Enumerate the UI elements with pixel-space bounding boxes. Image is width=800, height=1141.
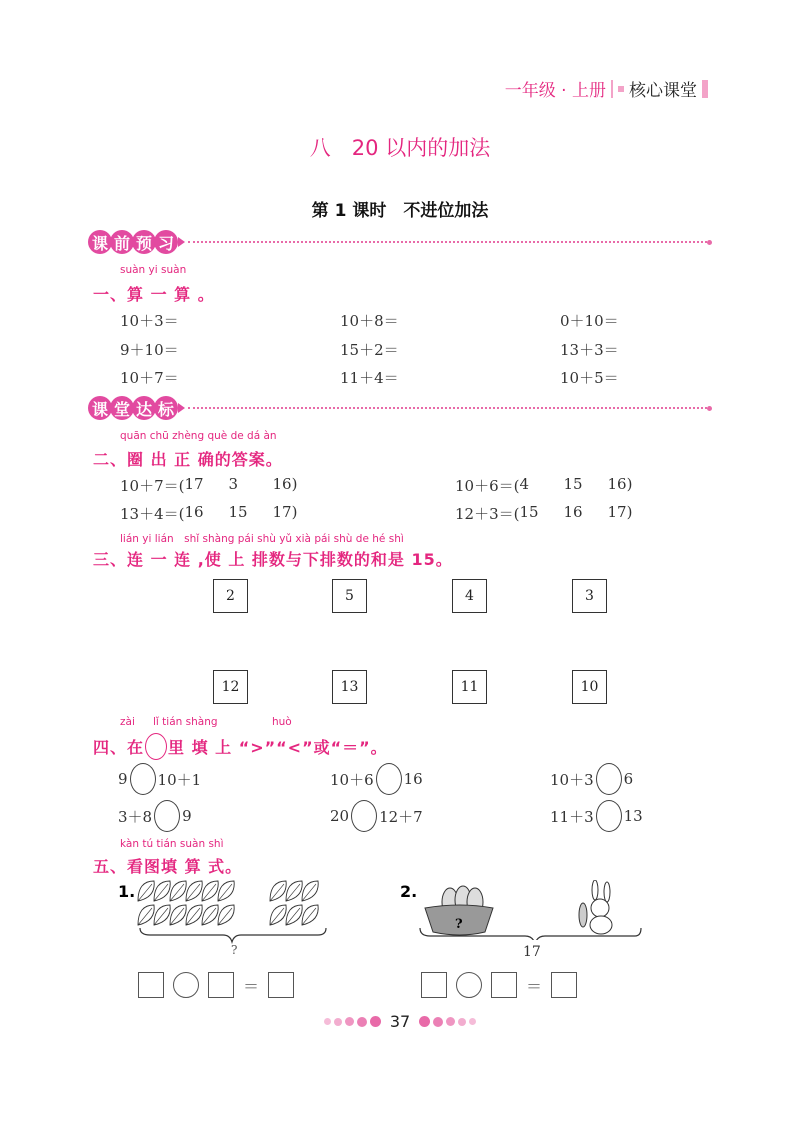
banner-char: 达 bbox=[132, 396, 156, 420]
leaf-icon bbox=[138, 881, 154, 901]
leaf-icon bbox=[202, 905, 218, 925]
problem-2-total: 17 bbox=[523, 944, 541, 960]
compare-item bbox=[118, 800, 192, 832]
bottom-number-box[interactable]: 10 bbox=[572, 670, 607, 704]
banner-practice bbox=[88, 396, 712, 420]
right-expression: 16 bbox=[403, 770, 423, 788]
q2-option[interactable]: 16 bbox=[184, 503, 204, 521]
arrow-icon bbox=[178, 237, 185, 247]
q5-heading: 五、看图填 算 式。 bbox=[93, 857, 243, 876]
lesson-title: 第 1 课时 不进位加法 bbox=[311, 201, 489, 221]
dot-icon bbox=[345, 1017, 354, 1026]
banner-char: 习 bbox=[154, 230, 178, 254]
compare-circle[interactable] bbox=[351, 800, 377, 832]
answer-box[interactable] bbox=[421, 972, 447, 998]
answer-box[interactable] bbox=[138, 972, 164, 998]
right-expression: 13 bbox=[623, 807, 643, 825]
banner-char: 前 bbox=[110, 230, 134, 254]
dot-icon bbox=[458, 1018, 466, 1026]
dot-icon bbox=[334, 1018, 342, 1026]
q2-expression: 10＋7＝( bbox=[120, 477, 185, 495]
leaf-icon bbox=[186, 905, 202, 925]
q1-item: 15＋2＝ bbox=[340, 341, 399, 359]
answer-box[interactable] bbox=[208, 972, 234, 998]
top-number-box[interactable]: 3 bbox=[572, 579, 607, 613]
leaf-icon bbox=[218, 905, 234, 925]
basket-rabbit-picture bbox=[415, 880, 645, 940]
compare-item bbox=[550, 763, 633, 795]
q2-option[interactable]: 16 bbox=[563, 503, 583, 521]
bottom-number-box[interactable]: 12 bbox=[213, 670, 248, 704]
q2-option[interactable]: 17) bbox=[272, 503, 298, 521]
q1-heading: 一、算 一 算 。 bbox=[93, 285, 215, 304]
leaf-icon bbox=[186, 881, 202, 901]
left-expression: 11＋3 bbox=[550, 807, 594, 826]
leaf-icon bbox=[218, 881, 234, 901]
circle-icon bbox=[145, 733, 167, 760]
banner-char: 标 bbox=[154, 396, 178, 420]
banner-char: 课 bbox=[88, 230, 112, 254]
chapter-title: 八 20 以内的加法 bbox=[309, 136, 491, 160]
q1-item: 10＋8＝ bbox=[340, 312, 399, 330]
leaf-icon bbox=[302, 881, 318, 901]
left-expression: 9 bbox=[118, 770, 128, 788]
q2-option[interactable]: 15 bbox=[563, 475, 583, 493]
q4-pinyin: huò bbox=[272, 716, 292, 728]
q4-pinyin: zài bbox=[120, 716, 135, 728]
left-expression: 3＋8 bbox=[118, 807, 153, 826]
page-number: 37 bbox=[389, 1012, 411, 1031]
q2-heading: 二、圈 出 正 确的答案。 bbox=[93, 450, 283, 469]
operator-circle[interactable] bbox=[456, 972, 482, 998]
q3-pinyin: lián yi lián shǐ shàng pái shù yǔ xià pái shù de hé shì bbox=[120, 533, 404, 545]
compare-item bbox=[330, 763, 423, 795]
answer-equation-2 bbox=[421, 972, 577, 998]
answer-equation-1 bbox=[138, 972, 294, 998]
dot-icon bbox=[419, 1016, 430, 1027]
dot-icon bbox=[707, 240, 712, 245]
series-label: 核心课堂 bbox=[629, 81, 697, 101]
basket-question: ? bbox=[455, 917, 463, 932]
operator-circle[interactable] bbox=[173, 972, 199, 998]
problem-1-total: ? bbox=[231, 943, 238, 957]
left-expression: 10＋3 bbox=[550, 770, 594, 789]
q2-pinyin: quān chū zhèng què de dá àn bbox=[120, 430, 277, 442]
q1-item: 10＋3＝ bbox=[120, 312, 179, 330]
q2-expression: 13＋4＝( bbox=[120, 505, 185, 523]
compare-circle[interactable] bbox=[376, 763, 402, 795]
banner-char: 预 bbox=[132, 230, 156, 254]
q1-item: 0＋10＝ bbox=[560, 312, 619, 330]
q1-item: 10＋7＝ bbox=[120, 369, 179, 387]
q2-option[interactable]: 15 bbox=[519, 503, 539, 521]
answer-box[interactable] bbox=[491, 972, 517, 998]
square-marker-icon bbox=[618, 86, 624, 92]
dotted-line bbox=[188, 407, 707, 409]
bottom-number-box[interactable]: 13 bbox=[332, 670, 367, 704]
q2-item bbox=[120, 475, 297, 496]
q2-option[interactable]: 17) bbox=[607, 503, 633, 521]
compare-circle[interactable] bbox=[596, 800, 622, 832]
leaf-icon bbox=[202, 881, 218, 901]
compare-circle[interactable] bbox=[130, 763, 156, 795]
leaf-icon bbox=[170, 881, 186, 901]
banner-char: 课 bbox=[88, 396, 112, 420]
dot-icon bbox=[469, 1018, 476, 1025]
q4-heading-b: 里 填 上 “>”“<”或“＝”。 bbox=[168, 738, 388, 757]
q1-item: 13＋3＝ bbox=[560, 341, 619, 359]
q2-item bbox=[120, 503, 297, 524]
compare-item bbox=[118, 763, 201, 795]
left-expression: 10＋6 bbox=[330, 770, 374, 789]
divider bbox=[611, 80, 613, 98]
right-expression: 9 bbox=[182, 807, 192, 825]
compare-circle[interactable] bbox=[596, 763, 622, 795]
left-expression: 20 bbox=[330, 807, 350, 825]
q2-option[interactable]: 16) bbox=[272, 475, 298, 493]
arrow-icon bbox=[178, 403, 185, 413]
q1-item: 9＋10＝ bbox=[120, 341, 179, 359]
q1-pinyin: suàn yi suàn bbox=[120, 264, 187, 276]
dot-icon bbox=[324, 1018, 331, 1025]
q2-item bbox=[455, 503, 632, 524]
q5-pinyin: kàn tú tián suàn shì bbox=[120, 838, 224, 850]
bar-marker-icon bbox=[702, 80, 708, 98]
dotted-line bbox=[188, 241, 707, 243]
leaf-icon bbox=[286, 881, 302, 901]
right-expression: 10＋1 bbox=[157, 770, 202, 789]
q2-option[interactable]: 17 bbox=[184, 475, 204, 493]
q1-item: 11＋4＝ bbox=[340, 369, 399, 387]
leaves-picture bbox=[135, 878, 335, 948]
leaf-icon bbox=[154, 881, 170, 901]
q1-item: 10＋5＝ bbox=[560, 369, 619, 387]
rabbit-icon bbox=[579, 880, 612, 934]
banner-char: 堂 bbox=[110, 396, 134, 420]
brace-icon bbox=[140, 928, 326, 942]
top-number-box[interactable]: 4 bbox=[452, 579, 487, 613]
leaf-icon bbox=[270, 881, 286, 901]
leaf-icon bbox=[138, 905, 154, 925]
right-expression: 12＋7 bbox=[379, 807, 423, 826]
problem-1-number: 1. bbox=[118, 882, 136, 901]
leaf-icon bbox=[302, 905, 318, 925]
page-header bbox=[505, 76, 708, 101]
dot-icon bbox=[446, 1017, 455, 1026]
leaf-icon bbox=[270, 905, 286, 925]
q2-option[interactable]: 15 bbox=[228, 503, 248, 521]
dot-icon bbox=[357, 1017, 367, 1027]
q2-option[interactable]: 16) bbox=[607, 475, 633, 493]
q4-heading-a: 四、在 bbox=[93, 738, 145, 757]
equals-sign: ＝ bbox=[526, 976, 543, 996]
equals-sign: ＝ bbox=[243, 976, 260, 996]
bottom-number-box[interactable]: 11 bbox=[452, 670, 487, 704]
dot-icon bbox=[370, 1016, 381, 1027]
answer-box[interactable] bbox=[551, 972, 577, 998]
leaf-icon bbox=[154, 905, 170, 925]
q2-item bbox=[455, 475, 632, 496]
q4-heading bbox=[93, 733, 388, 760]
q2-option[interactable]: 3 bbox=[228, 475, 239, 493]
page-footer bbox=[0, 1012, 800, 1031]
problem-2-number: 2. bbox=[400, 882, 418, 901]
banner-preview bbox=[88, 230, 712, 254]
answer-box[interactable] bbox=[268, 972, 294, 998]
q2-expression: 10＋6＝( bbox=[455, 477, 520, 495]
leaf-icon bbox=[170, 905, 186, 925]
right-expression: 6 bbox=[623, 770, 634, 788]
compare-item bbox=[330, 800, 423, 832]
q3-heading: 三、连 一 连 ,使 上 排数与下排数的和是 15。 bbox=[93, 550, 453, 569]
top-number-box[interactable]: 2 bbox=[213, 579, 248, 613]
dot-icon bbox=[433, 1017, 443, 1027]
q2-option[interactable]: 4 bbox=[519, 475, 530, 493]
grade-label: 一年级 · 上册 bbox=[504, 81, 606, 101]
top-number-box[interactable]: 5 bbox=[332, 579, 367, 613]
q2-expression: 12＋3＝( bbox=[455, 505, 520, 523]
compare-item bbox=[550, 800, 643, 832]
dot-icon bbox=[707, 406, 712, 411]
q4-pinyin: lǐ tián shàng bbox=[153, 716, 218, 728]
leaf-icon bbox=[286, 905, 302, 925]
compare-circle[interactable] bbox=[154, 800, 180, 832]
